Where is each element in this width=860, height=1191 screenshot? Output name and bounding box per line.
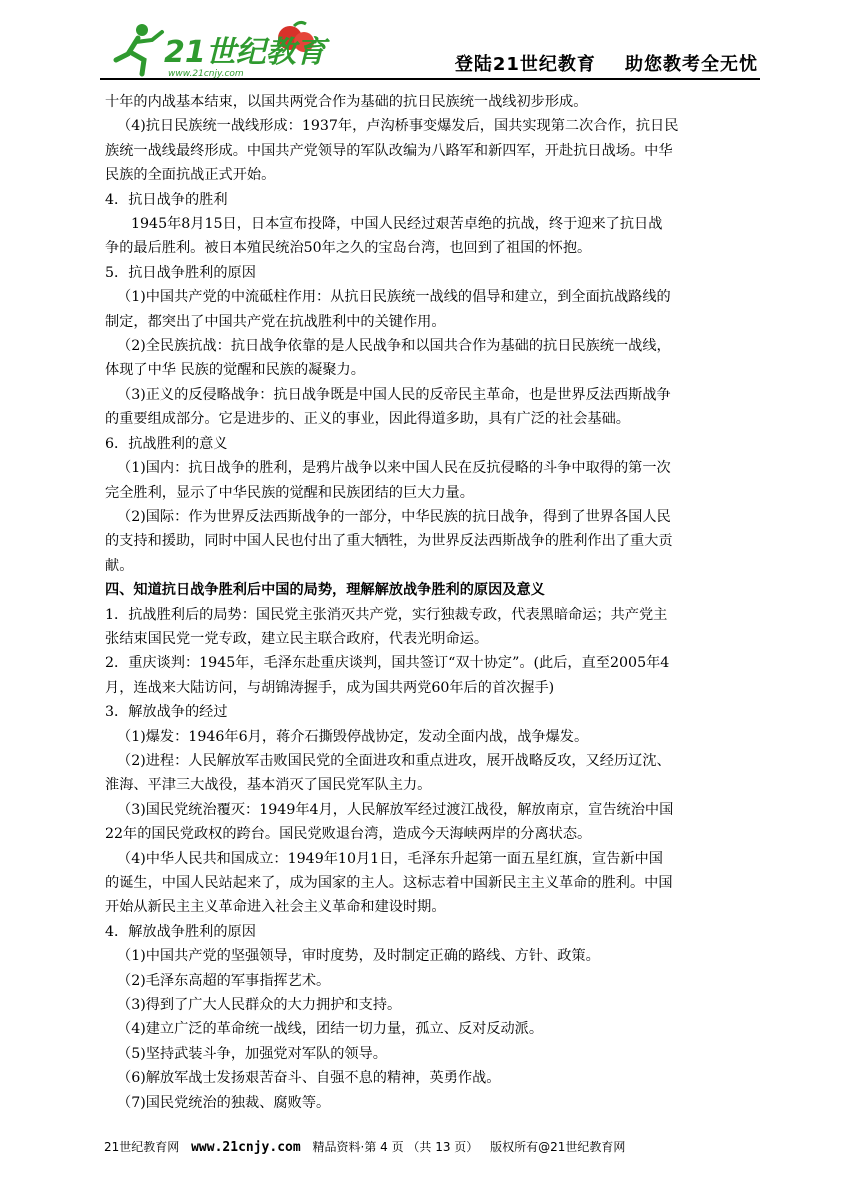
section-heading: 6．抗战胜利的意义 <box>105 435 228 452</box>
text-line: 十年的内战基本结束，以国共两党合作为基础的抗日民族统一战线初步形成。 <box>105 94 588 110</box>
text-line: 的重要组成部分。它是进步的、正义的事业，因此得道多助，具有广泛的社会基础。 <box>105 411 630 428</box>
text-line: （7)国民党统治的独裁、腐败等。 <box>117 1094 331 1111</box>
text-line: （1)中国共产党的坚强领导，审时度势，及时制定正确的路线、方针、政策。 <box>117 948 600 965</box>
section-heading: 5．抗日战争胜利的原因 <box>105 264 256 281</box>
text-line: （5)坚持武装斗争，加强党对军队的领导。 <box>117 1045 387 1062</box>
text-line: （6)解放军战士发扬艰苦奋斗、自强不息的精神，英勇作战。 <box>117 1070 501 1087</box>
text-line: （4)抗日民族统一战线形成：1937年，卢沟桥事变爆发后，国共实现第二次合作，抗日民 <box>117 118 679 135</box>
text-line: （2)全民族抗战：抗日战争依靠的是人民战争和以国共合作为基础的抗日民族统一战线， <box>117 338 671 355</box>
text-line: 的诞生，中国人民站起来了，成为国家的主人。这标志着中国新民主主义革命的胜利。中国 <box>105 875 673 891</box>
footer-page-number: 精品资料·第 4 页 （共 13 页） <box>312 1140 479 1154</box>
text-line: （4)建立广泛的革命统一战线，团结一切力量，孤立、反对反动派。 <box>117 1021 544 1038</box>
text-line: 完全胜利，显示了中华民族的觉醒和民族团结的巨大力量。 <box>105 484 474 501</box>
text-line: （1)国内：抗日战争的胜利，是鸦片战争以来中国人民在反抗侵略的斗争中取得的第一次 <box>117 460 671 477</box>
text-line: （2)毛泽东高超的军事指挥艺术。 <box>117 972 331 989</box>
footer-copyright: 版权所有@21世纪教育网 <box>490 1140 626 1154</box>
text-line: 体现了中华 民族的觉醒和民族的凝聚力。 <box>105 362 365 379</box>
text-line: 1945年8月15日，日本宣布投降，中国人民经过艰苦卓绝的抗战，终于迎来了抗日战 <box>131 216 663 233</box>
footer-site-name: 21世纪教育网 <box>104 1140 180 1154</box>
text-line: 献。 <box>105 557 134 574</box>
page-header <box>100 18 760 80</box>
footer-site-link[interactable]: www.21cnjy.com <box>191 1140 301 1155</box>
text-line: 争的最后胜利。被日本殖民统治50年之久的宝岛台湾，也回到了祖国的怀抱。 <box>105 240 592 257</box>
text-line: 月，连战来大陆访问，与胡锦涛握手，成为国共两党60年后的首次握手) <box>105 679 555 696</box>
section-heading: 4．抗日战争的胜利 <box>105 191 228 208</box>
text-line: （3)得到了广大人民群众的大力拥护和支持。 <box>117 997 402 1014</box>
text-line: （2)进程：人民解放军击败国民党的全面进攻和重点进攻，展开战略反攻，又经历辽沈、 <box>117 752 671 769</box>
text-line: （1)爆发：1946年6月，蒋介石撕毁停战协定，发动全面内战，战争爆发。 <box>117 728 589 745</box>
text-line: 淮海、平津三大战役，基本消灭了国民党军队主力。 <box>105 777 432 794</box>
section-heading: 4．解放战争胜利的原因 <box>105 923 256 940</box>
text-line: 2．重庆谈判：1945年，毛泽东赴重庆谈判，国共签订“双十协定”。(此后，直至2005年4 <box>105 655 670 672</box>
text-line: （1)中国共产党的中流砥柱作用：从抗日民族统一战线的倡导和建立，到全面抗战路线的 <box>117 289 671 306</box>
header-divider <box>100 78 760 80</box>
text-line: 张结束国民党一党专政，建立民主联合政府，代表光明命运。 <box>105 630 489 647</box>
text-line: 的支持和援助，同时中国人民也付出了重大牺牲，为世界反法西斯战争的胜利作出了重大贡 <box>105 533 673 550</box>
text-line: 1．抗战胜利后的局势：国民党主张消灭共产党，实行独裁专政，代表黑暗命运；共产党主 <box>105 606 668 623</box>
text-line: （2)国际：作为世界反法西斯战争的一部分，中华民族的抗日战争，得到了世界各国人民 <box>117 508 671 525</box>
page-footer <box>104 1138 764 1155</box>
document-body <box>105 90 765 1115</box>
text-line: 开始从新民主主义革命进入社会主义革命和建设时期。 <box>105 899 446 916</box>
svg-text:21世纪教育: 21世纪教育 <box>164 35 326 70</box>
text-line: 制定，都突出了中国共产党在抗战胜利中的关键作用。 <box>105 313 446 330</box>
text-line: （3)正义的反侵略战争：抗日战争既是中国人民的反帝民主革命，也是世界反法西斯战争 <box>117 386 671 403</box>
svg-text:www.21cnjy.com: www.21cnjy.com <box>168 69 244 79</box>
chapter-heading: 四、知道抗日战争胜利后中国的局势，理解解放战争胜利的原因及意义 <box>105 582 545 599</box>
logo <box>108 20 338 80</box>
text-line: 民族的全面抗战正式开始。 <box>105 167 276 184</box>
header-slogan: 登陆21世纪教育 助您教考全无忧 <box>454 54 758 75</box>
text-line: 22年的国民党政权的跨台。国民党败退台湾，造成今天海峡两岸的分离状态。 <box>105 826 592 843</box>
text-line: （4)中华人民共和国成立：1949年10月1日，毛泽东升起第一面五星红旗，宣告新中国 <box>117 850 663 867</box>
section-heading: 3．解放战争的经过 <box>105 704 228 721</box>
text-line: 族统一战线最终形成。中国共产党领导的军队改编为八路军和新四军，开赴抗日战场。中华 <box>105 142 673 159</box>
text-line: （3)国民党统治覆灭：1949年4月，人民解放军经过渡江战役，解放南京，宣告统治中国 <box>117 801 674 818</box>
